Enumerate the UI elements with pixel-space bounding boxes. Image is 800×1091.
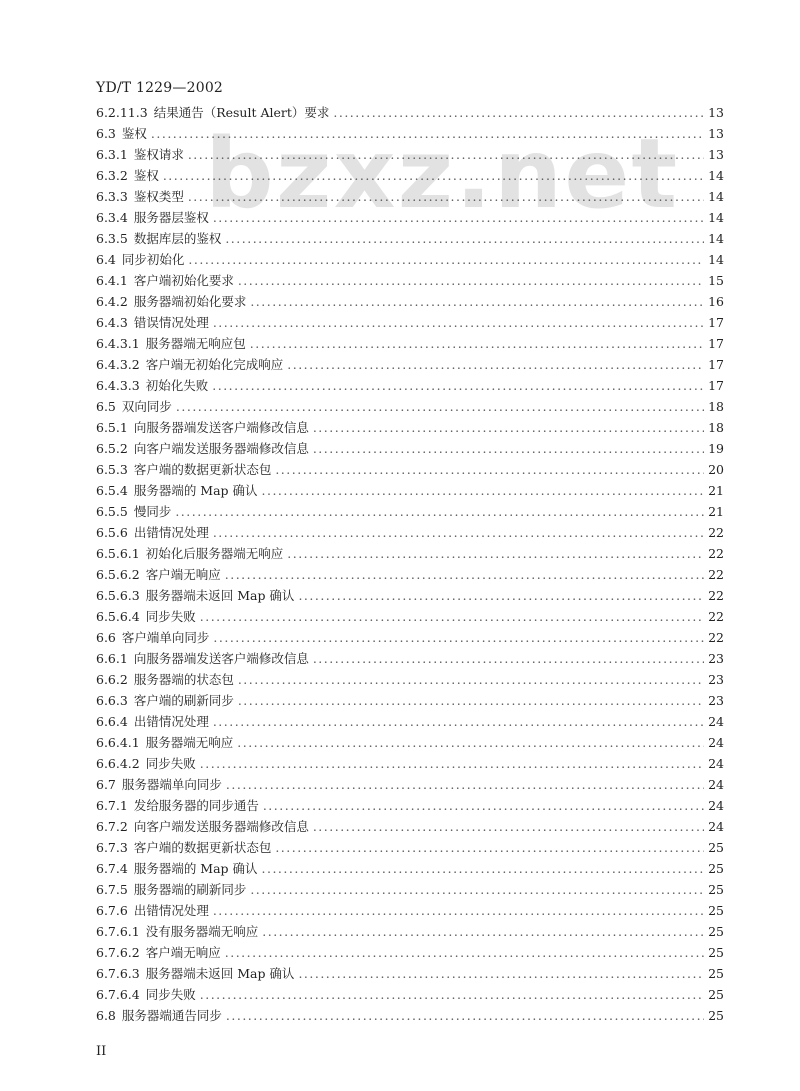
toc-page-number: 22 <box>708 567 724 582</box>
toc-entry <box>96 544 724 565</box>
toc-section-title: 客户端无响应 <box>145 945 221 960</box>
toc-leader-dots <box>212 378 704 393</box>
toc-section-number: 6.5.6.4 <box>96 609 140 624</box>
toc-entry <box>96 439 724 460</box>
toc-leader-dots <box>298 966 704 981</box>
toc-section-number: 6.6.2 <box>96 672 128 687</box>
toc-section-number: 6.4.2 <box>96 294 128 309</box>
toc-entry <box>96 355 724 376</box>
toc-section-title: 服务器端无响应包 <box>145 336 246 351</box>
toc-leader-dots <box>262 861 705 876</box>
toc-page-number: 24 <box>708 714 724 729</box>
toc-page-number: 14 <box>708 252 724 267</box>
toc-leader-dots <box>200 987 704 1002</box>
toc-entry <box>96 250 724 271</box>
toc-section-title: 初始化后服务器端无响应 <box>145 546 284 561</box>
toc-page-number: 22 <box>708 525 724 540</box>
toc-section-number: 6.7.1 <box>96 798 128 813</box>
toc-leader-dots <box>213 903 704 918</box>
toc-section-number: 6.5.6.3 <box>96 588 140 603</box>
toc-leader-dots <box>237 735 704 750</box>
toc-section-number: 6.5.6.1 <box>96 546 140 561</box>
toc-leader-dots <box>238 273 704 288</box>
toc-section-title: 客户端的数据更新状态包 <box>133 462 272 477</box>
toc-leader-dots <box>213 714 704 729</box>
toc-leader-dots <box>200 609 704 624</box>
toc-section-number: 6.3.4 <box>96 210 128 225</box>
toc-section-title: 客户端的数据更新状态包 <box>133 840 272 855</box>
toc-page-number: 17 <box>708 315 724 330</box>
toc-entry <box>96 733 724 754</box>
toc-entry <box>96 292 724 313</box>
toc-section-title: 没有服务器端无响应 <box>145 924 259 939</box>
toc-entry <box>96 334 724 355</box>
toc-page-number: 24 <box>708 735 724 750</box>
toc-page-number: 16 <box>708 294 724 309</box>
toc-section-number: 6.4 <box>96 252 116 267</box>
toc-entry <box>96 691 724 712</box>
toc-entry <box>96 166 724 187</box>
toc-entry <box>96 817 724 838</box>
toc-leader-dots <box>226 1008 704 1023</box>
toc-section-title: 向客户端发送服务器端修改信息 <box>133 441 309 456</box>
toc-section-number: 6.3.5 <box>96 231 128 246</box>
toc-section-title: 鉴权类型 <box>133 189 184 204</box>
toc-page-number: 14 <box>708 231 724 246</box>
toc-leader-dots <box>333 105 704 120</box>
toc-entry <box>96 775 724 796</box>
toc-page-number: 25 <box>708 840 724 855</box>
toc-entry <box>96 943 724 964</box>
toc-page-number: 21 <box>708 504 724 519</box>
toc-page-number: 24 <box>708 798 724 813</box>
toc-section-title: 服务器端未返回 Map 确认 <box>145 966 295 981</box>
toc-leader-dots <box>188 147 704 162</box>
toc-section-number: 6.7.3 <box>96 840 128 855</box>
toc-entry <box>96 985 724 1006</box>
toc-page-number: 14 <box>708 168 724 183</box>
toc-entry <box>96 565 724 586</box>
toc-page-number: 14 <box>708 189 724 204</box>
toc-section-title: 服务器端的状态包 <box>133 672 234 687</box>
toc-leader-dots <box>188 189 704 204</box>
toc-entry <box>96 481 724 502</box>
toc-entry <box>96 376 724 397</box>
toc-section-number: 6.5.5 <box>96 504 128 519</box>
toc-section-number: 6.3.2 <box>96 168 128 183</box>
toc-page-number: 24 <box>708 777 724 792</box>
toc-page-number: 25 <box>708 861 724 876</box>
toc-page-number: 20 <box>708 462 724 477</box>
toc-section-number: 6.8 <box>96 1008 116 1023</box>
toc-page-number: 23 <box>708 672 724 687</box>
toc-leader-dots <box>151 126 704 141</box>
toc-section-title: 错误情况处理 <box>133 315 209 330</box>
toc-leader-dots <box>313 420 704 435</box>
toc-entry <box>96 628 724 649</box>
toc-section-title: 数据库层的鉴权 <box>133 231 222 246</box>
toc-entry <box>96 607 724 628</box>
toc-section-number: 6.6.4.1 <box>96 735 140 750</box>
toc-entry <box>96 712 724 733</box>
toc-section-number: 6.7.6 <box>96 903 128 918</box>
toc-leader-dots <box>226 777 704 792</box>
toc-section-number: 6.5.6.2 <box>96 567 140 582</box>
toc-section-title: 服务器端单向同步 <box>121 777 222 792</box>
toc-section-number: 6.5.3 <box>96 462 128 477</box>
toc-entry <box>96 922 724 943</box>
toc-section-title: 同步失败 <box>145 987 196 1002</box>
toc-page-number: 25 <box>708 1008 724 1023</box>
toc-entry <box>96 208 724 229</box>
toc-section-title: 客户端无响应 <box>145 567 221 582</box>
toc-section-number: 6.7.2 <box>96 819 128 834</box>
toc-page-number: 24 <box>708 819 724 834</box>
toc-leader-dots <box>213 630 704 645</box>
toc-entry <box>96 859 724 880</box>
toc-leader-dots <box>238 672 704 687</box>
toc-leader-dots <box>287 546 704 561</box>
toc-section-number: 6.5.1 <box>96 420 128 435</box>
toc-page-number: 22 <box>708 630 724 645</box>
toc-leader-dots <box>275 462 704 477</box>
toc-leader-dots <box>225 945 704 960</box>
toc-page-number: 23 <box>708 693 724 708</box>
toc-section-title: 服务器端无响应 <box>145 735 234 750</box>
toc-section-number: 6.5.4 <box>96 483 128 498</box>
toc-entry <box>96 418 724 439</box>
toc-section-title: 初始化失败 <box>145 378 209 393</box>
toc-section-number: 6.3.3 <box>96 189 128 204</box>
toc-section-number: 6.7 <box>96 777 116 792</box>
toc-section-number: 6.7.6.3 <box>96 966 140 981</box>
toc-page-number: 13 <box>708 147 724 162</box>
toc-leader-dots <box>163 168 704 183</box>
toc-section-title: 同步失败 <box>145 609 196 624</box>
toc-section-number: 6.6.1 <box>96 651 128 666</box>
toc-page-number: 24 <box>708 756 724 771</box>
toc-section-title: 双向同步 <box>121 399 172 414</box>
toc-entry <box>96 586 724 607</box>
toc-leader-dots <box>275 840 704 855</box>
toc-section-title: 服务器端的刷新同步 <box>133 882 247 897</box>
toc-section-number: 6.7.6.1 <box>96 924 140 939</box>
toc-page-number: 23 <box>708 651 724 666</box>
toc-page-number: 25 <box>708 945 724 960</box>
toc-section-title: 同步失败 <box>145 756 196 771</box>
toc-leader-dots <box>175 504 704 519</box>
toc-section-title: 客户端的刷新同步 <box>133 693 234 708</box>
toc-section-title: 服务器端的 Map 确认 <box>133 861 258 876</box>
toc-leader-dots <box>250 882 704 897</box>
toc-entry <box>96 502 724 523</box>
toc-entry <box>96 103 724 124</box>
toc-leader-dots <box>313 441 704 456</box>
toc-page-number: 22 <box>708 546 724 561</box>
toc-page-number: 19 <box>708 441 724 456</box>
toc-section-number: 6.6.4 <box>96 714 128 729</box>
toc-section-number: 6.5.6 <box>96 525 128 540</box>
toc-section-number: 6.5 <box>96 399 116 414</box>
toc-entry <box>96 649 724 670</box>
toc-section-number: 6.2.11.3 <box>96 105 148 120</box>
toc-section-title: 鉴权请求 <box>133 147 184 162</box>
toc-leader-dots <box>313 651 704 666</box>
toc-leader-dots <box>176 399 704 414</box>
toc-page-number: 17 <box>708 357 724 372</box>
toc-leader-dots <box>287 357 704 372</box>
toc-entry <box>96 838 724 859</box>
toc-page-number: 18 <box>708 399 724 414</box>
toc-section-number: 6.4.3.1 <box>96 336 140 351</box>
toc-entry <box>96 880 724 901</box>
toc-section-title: 鉴权 <box>133 168 159 183</box>
toc-section-number: 6.7.4 <box>96 861 128 876</box>
toc-section-number: 6.4.3.3 <box>96 378 140 393</box>
toc-section-title: 服务器端的 Map 确认 <box>133 483 258 498</box>
toc-leader-dots <box>225 567 704 582</box>
toc-leader-dots <box>213 210 704 225</box>
toc-leader-dots <box>225 231 704 246</box>
toc-entry <box>96 397 724 418</box>
toc-entry <box>96 523 724 544</box>
toc-entry <box>96 901 724 922</box>
toc-section-title: 服务器层鉴权 <box>133 210 209 225</box>
toc-section-title: 出错情况处理 <box>133 714 209 729</box>
toc-entry <box>96 670 724 691</box>
toc-section-title: 发给服务器的同步通告 <box>133 798 259 813</box>
toc-page-number: 25 <box>708 924 724 939</box>
toc-section-number: 6.6 <box>96 630 116 645</box>
toc-page-number: 25 <box>708 987 724 1002</box>
toc-page-number: 25 <box>708 903 724 918</box>
toc-entry <box>96 313 724 334</box>
toc-section-number: 6.7.5 <box>96 882 128 897</box>
toc-page-number: 21 <box>708 483 724 498</box>
watermark: bzxz.net <box>205 118 680 230</box>
toc-section-title: 客户端无初始化完成响应 <box>145 357 284 372</box>
toc-section-number: 6.6.3 <box>96 693 128 708</box>
toc-section-title: 结果通告（Result Alert）要求 <box>153 105 330 120</box>
toc-leader-dots <box>263 798 704 813</box>
toc-leader-dots <box>213 315 704 330</box>
toc-leader-dots <box>238 693 704 708</box>
toc-entry <box>96 1006 724 1027</box>
toc-section-number: 6.4.1 <box>96 273 128 288</box>
standard-number: YD/T 1229—2002 <box>96 80 224 96</box>
toc-section-title: 慢同步 <box>133 504 172 519</box>
toc-leader-dots <box>250 336 704 351</box>
toc-section-title: 向客户端发送服务器端修改信息 <box>133 819 309 834</box>
toc-section-title: 出错情况处理 <box>133 903 209 918</box>
toc-page-number: 25 <box>708 882 724 897</box>
toc-section-title: 向服务器端发送客户端修改信息 <box>133 420 309 435</box>
toc-entry <box>96 964 724 985</box>
toc-entry <box>96 187 724 208</box>
table-of-contents <box>96 103 724 1027</box>
page-number: II <box>96 1044 107 1059</box>
toc-section-number: 6.4.3 <box>96 315 128 330</box>
toc-section-number: 6.3 <box>96 126 116 141</box>
toc-entry <box>96 145 724 166</box>
toc-section-title: 服务器端未返回 Map 确认 <box>145 588 295 603</box>
toc-page-number: 22 <box>708 609 724 624</box>
toc-entry <box>96 754 724 775</box>
toc-section-number: 6.4.3.2 <box>96 357 140 372</box>
toc-page-number: 17 <box>708 378 724 393</box>
toc-leader-dots <box>250 294 704 309</box>
toc-page-number: 13 <box>708 105 724 120</box>
toc-leader-dots <box>262 483 705 498</box>
toc-entry <box>96 271 724 292</box>
toc-page-number: 13 <box>708 126 724 141</box>
toc-page-number: 22 <box>708 588 724 603</box>
toc-section-number: 6.5.2 <box>96 441 128 456</box>
toc-leader-dots <box>213 525 704 540</box>
toc-entry <box>96 796 724 817</box>
toc-section-title: 客户端初始化要求 <box>133 273 234 288</box>
toc-section-number: 6.7.6.2 <box>96 945 140 960</box>
toc-entry <box>96 124 724 145</box>
toc-leader-dots <box>313 819 704 834</box>
toc-entry <box>96 460 724 481</box>
toc-page-number: 14 <box>708 210 724 225</box>
toc-page-number: 17 <box>708 336 724 351</box>
toc-leader-dots <box>188 252 704 267</box>
toc-section-title: 出错情况处理 <box>133 525 209 540</box>
toc-page-number: 18 <box>708 420 724 435</box>
toc-leader-dots <box>262 924 704 939</box>
toc-entry <box>96 229 724 250</box>
toc-leader-dots <box>298 588 704 603</box>
toc-section-number: 6.3.1 <box>96 147 128 162</box>
toc-section-title: 客户端单向同步 <box>121 630 210 645</box>
toc-section-number: 6.6.4.2 <box>96 756 140 771</box>
toc-section-title: 鉴权 <box>121 126 147 141</box>
toc-section-title: 同步初始化 <box>121 252 185 267</box>
toc-page-number: 15 <box>708 273 724 288</box>
toc-leader-dots <box>200 756 704 771</box>
toc-section-title: 服务器端初始化要求 <box>133 294 247 309</box>
toc-section-title: 服务器端通告同步 <box>121 1008 222 1023</box>
toc-section-title: 向服务器端发送客户端修改信息 <box>133 651 309 666</box>
toc-page-number: 25 <box>708 966 724 981</box>
toc-section-number: 6.7.6.4 <box>96 987 140 1002</box>
